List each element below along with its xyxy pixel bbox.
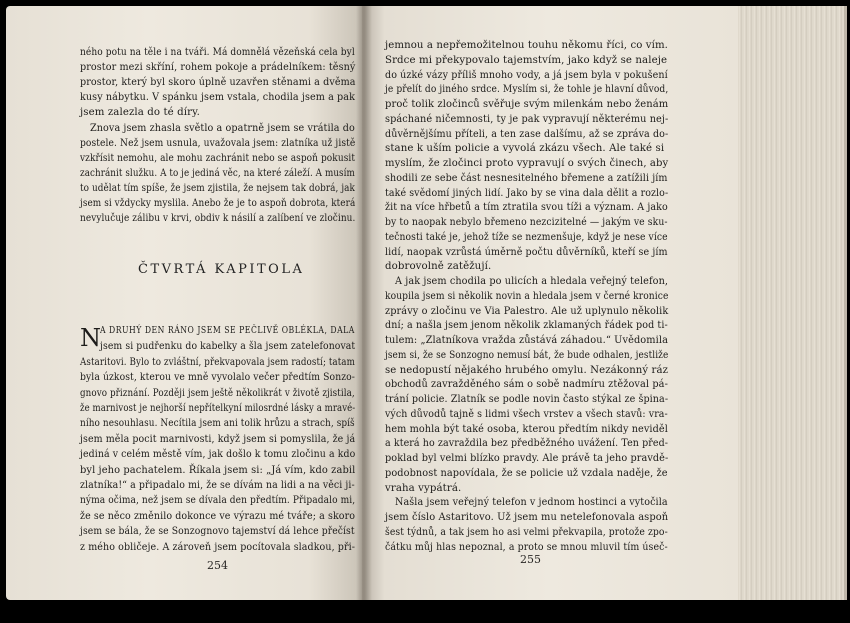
text-line: jsem si vždycky myslila. Anebo že je to aspoň dobrota, která — [80, 198, 356, 209]
text-line: tečnosti také je, jehož tíže se nezmenšuje, když je nese více — [385, 231, 668, 243]
text-line: postele. Než jsem usnula, uvažovala jsem: zlatníka už jistě — [80, 137, 356, 149]
drop-cap: N — [80, 324, 101, 352]
text-line: Znova jsem zhasla světlo a opatrně jsem se vrátila do — [90, 122, 355, 134]
text-line: nýma očima, než jsem se dívala den předtím. Připadalo mi, — [80, 495, 356, 507]
text-line: hem mohla být také osoba, kterou předtím nikdy neviděl — [385, 423, 668, 435]
text-line: proč tolik zločinců svěřuje svým milenkám nebo ženám — [385, 99, 669, 110]
text-line: zprávy o zločinu ve Via Palestro. Ale už uplynulo několik — [385, 305, 669, 317]
text-line: žit na více hřbetů a tím ztratila svou tíži a význam. A jako — [385, 202, 668, 214]
text-line: podobnost napovídala, že se policie už vzdala naděje, že — [385, 467, 668, 479]
text-line: je přelít do jiného srdce. Myslím si, že tohle je hlavní důvod, — [385, 84, 669, 96]
text-line: vraha vypátrá. — [385, 482, 462, 494]
page-edges — [738, 6, 847, 600]
text-line: prostor mezi skříní, rohem pokoje a prádelníkem: těsný — [80, 62, 356, 74]
text-line: že se něco změnilo dokonce ve výrazu mé tváře; a skoro — [80, 510, 356, 522]
text-line: dní; a našla jsem jenom několik zklamaných řádek pod ti- — [385, 320, 668, 332]
text-line: jediná v celém městě vím, jak došlo k tomu zločinu a kdo — [80, 449, 356, 461]
text-line: také svědomí jiných lidí. Jako by se vina dala dělit a rozlo- — [385, 187, 669, 199]
text-line: vých důvodů tajně s lidmi všech vrstev a všech stavů: vra- — [385, 408, 668, 420]
text-line: zachránit služku. A to je jediná věc, na které záleží. A musím — [80, 167, 355, 179]
text-line: spáchané ničemnosti, ty je pak vypravují některému nej- — [385, 113, 669, 125]
text-line: jemnou a nepřemožitelnou touhu někomu říci, co vím. — [385, 40, 668, 51]
text-line: by to naopak nebylo břemeno nezcizitelné — jakým ve sku- — [385, 217, 668, 228]
text-line: a která ho zavraždila bez předběžného uvážení. Ten před- — [385, 438, 669, 450]
text-line: to udělat tím spíše, že jsem zjistila, že nejsem tak dobrá, jak — [80, 182, 355, 194]
text-line: shodili ze sebe část nesnesitelného břemene a zatížili jím — [385, 172, 668, 184]
text-line: důvěrnějšímu příteli, a ten zase dalšímu, až se zpráva do- — [385, 128, 669, 140]
text-line: do úzké vázy příliš mnoho vody, a já jsem byla v pokušení — [385, 69, 668, 81]
chapter-title: ČTVRTÁ KAPITOLA — [138, 262, 305, 277]
text-line: že marnivost je nejhorší nepřítelkyní milosrdné lásky a mravé- — [80, 403, 356, 414]
text-line: šest týdnů, a tak jsem ho asi velmi překvapila, protože zpo- — [385, 526, 668, 538]
text-line: Našla jsem veřejný telefon v jednom hostinci a vytočila — [395, 497, 668, 509]
text-line: stane k uším policie a vyvolá zkázu všech. Ale také si — [385, 143, 665, 155]
text-line: ného potu na těle i na tváři. Má domnělá vězeňská cela byl — [80, 47, 355, 58]
text-line: z mého obličeje. A zároveň jsem pocítovala sladkou, při- — [80, 541, 356, 553]
text-line: byl jeho pachatelem. Říkala jsem si: „Já vím, kdo zabil — [80, 464, 356, 476]
text-line: jsem číslo Astaritovo. Už jsem mu netelefonovala aspoň — [385, 512, 669, 523]
text-line: gnovo přiznání. Později jsem ještě několikrát v životě zjistila, — [80, 387, 355, 399]
text-line: nevylučuje zálibu v krvi, obdiv k násilí a zalíbení ve zločinu. — [80, 213, 356, 225]
book-spine-shadow — [356, 6, 372, 600]
text-line: Srdce mi překypovalo tajemstvím, jako když se naleje — [385, 54, 668, 66]
text-line: jsem se bála, že se Sonzognovo tajemství dá lehce přečíst — [80, 526, 355, 538]
text-line: jsem si pudřenku do kabelky a šla jsem zatelefonovat — [100, 341, 356, 353]
text-line: obchodů zavražděného sám o sobě nadmíru ztěžoval pá- — [385, 379, 668, 391]
text-line: poklad byl velmi blízko pravdy. Ale právě ta jeho pravdě- — [385, 453, 669, 464]
text-line: ního nesouhlasu. Necítila jsem ani tolik hrůzu a strach, spíš — [80, 418, 355, 430]
text-line: tulem: „Zlatníkova vražda zůstává záhadou.“ Uvědomila — [385, 335, 668, 346]
text-line: se nedopustí nějakého hrubého omylu. Nezákonný ráz — [385, 364, 669, 376]
text-line: Astaritovi. Bylo to zvláštní, překvapovala jsem radostí; tatam — [80, 356, 355, 368]
text-line: myslím, že zločinci proto vypravují o svých činech, aby — [385, 158, 669, 169]
text-line: byla úzkost, kterou ve mně vyvolalo večer předtím Sonzo- — [80, 372, 356, 384]
text-line: kusy nábytku. V spánku jsem vstala, chodila jsem a pak — [80, 92, 356, 104]
text-line: trání policie. Zlatník se podle novin často stýkal ze špina- — [385, 394, 669, 405]
text-line: vzkřísit nemohu, ale mohu zachránit nebo se aspoň pokusit — [80, 152, 356, 164]
text-line: jsem si, že se Sonzogno nemusí bát, že bude odhalen, jestliže — [385, 349, 669, 361]
right-page-number: 255 — [520, 553, 541, 566]
text-line: zlatníka!“ a připadalo mi, že se dívám na lidi a na věci ji- — [80, 480, 355, 491]
left-page-number: 254 — [207, 559, 228, 572]
text-line: jsem zalezla do té díry. — [80, 107, 200, 119]
text-line: lidí, naopak vzrůstá úměrně počtu důvěrníků, kteří se jím — [385, 246, 668, 258]
text-line: čátku můj hlas nepoznal, a proto se mnou mluvil tím úseč- — [385, 541, 668, 553]
text-line: A DRUHÝ DEN RÁNO JSEM SE PEČLIVĚ OBLÉKLA, DALA — [100, 326, 355, 336]
text-line: dobrovolně zatěžují. — [385, 261, 492, 273]
text-line: A jak jsem chodila po ulicích a hledala veřejný telefon, — [395, 276, 669, 287]
text-line: jsem měla pocit marnivosti, když jsem si pomyslila, že já — [80, 433, 356, 445]
text-line: koupila jsem si několik novin a hledala jsem v černé kronice — [385, 290, 669, 302]
text-line: prostor, který byl skoro úplně uzavřen stěnami a dvěma — [80, 77, 356, 89]
